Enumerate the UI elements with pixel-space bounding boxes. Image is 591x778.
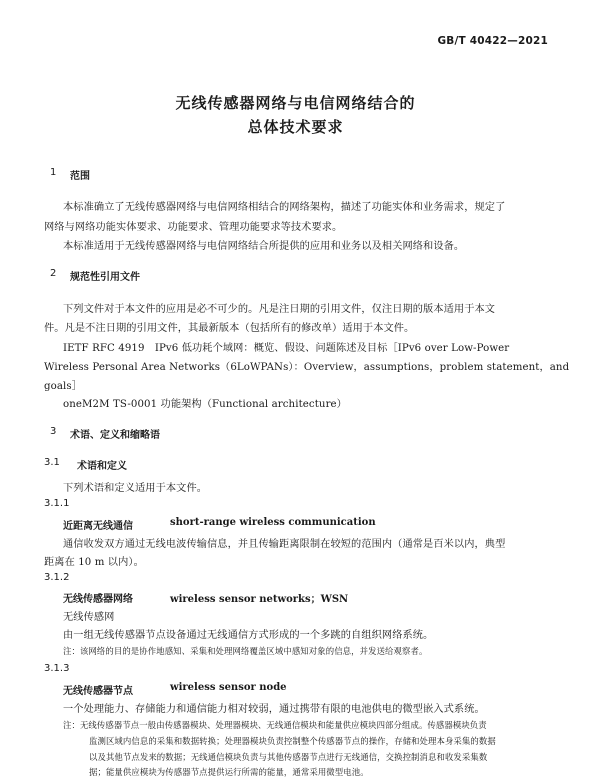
section-2-paragraph-line-2: 件。凡是不注日期的引用文件，其最新版本（包括所有的修改单）适用于本文件。 bbox=[44, 323, 415, 334]
term-3-1-2-chinese: 无线传感器网络 bbox=[63, 594, 133, 605]
reference-rfc4919-line-1: IETF RFC 4919 IPv6 低功耗个域网：概览、假设、问题陈述及目标［IPv6 over Low-Power bbox=[63, 343, 510, 354]
section-3-1-heading: 术语和定义 bbox=[77, 461, 127, 472]
term-3-1-2-number: 3.1.2 bbox=[44, 572, 70, 583]
term-3-1-3-note-line-3: 以及其他节点发来的数据；无线通信模块负责与其他传感器节点进行无线通信，交换控制消息和收发采集数 bbox=[89, 752, 488, 762]
term-3-1-2-alternative: 无线传感网 bbox=[63, 612, 115, 623]
section-1-paragraph-2: 本标准适用于无线传感器网络与电信网络结合所提供的应用和业务以及相关网络和设备。 bbox=[63, 241, 465, 252]
term-3-1-2-english: wireless sensor networks；WSN bbox=[170, 594, 349, 605]
term-3-1-3-number: 3.1.3 bbox=[44, 663, 70, 674]
term-3-1-1-definition-line-2: 距离在 10 m 以内）。 bbox=[44, 557, 144, 568]
term-3-1-3-note-line-2: 监测区域内信息的采集和数据转换；处理器模块负责控制整个传感器节点的操作，存储和处理本身采集的数据 bbox=[89, 736, 496, 746]
section-1-heading: 范围 bbox=[70, 171, 90, 182]
term-3-1-3-chinese: 无线传感器节点 bbox=[63, 686, 133, 697]
section-2-paragraph-line-1: 下列文件对于本文件的应用是必不可少的。凡是注日期的引用文件，仅注日期的版本适用于本文 bbox=[63, 304, 496, 315]
section-3-number: 3 bbox=[50, 426, 57, 437]
section-3-1-intro: 下列术语和定义适用于本文件。 bbox=[63, 483, 208, 494]
section-1-number: 1 bbox=[50, 167, 57, 178]
term-3-1-1-number: 3.1.1 bbox=[44, 498, 70, 509]
section-2-number: 2 bbox=[50, 268, 57, 279]
section-3-heading: 术语、定义和缩略语 bbox=[70, 430, 160, 441]
section-1-paragraph-1-line-2: 网络与网络功能实体要求、功能要求、管理功能要求等技术要求。 bbox=[44, 222, 343, 233]
term-3-1-1-chinese: 近距离无线通信 bbox=[63, 521, 133, 532]
term-3-1-3-definition: 一个处理能力、存储能力和通信能力相对较弱，通过携带有限的电池供电的微型嵌入式系统。 bbox=[63, 704, 485, 715]
document-title-line-2: 总体技术要求 bbox=[247, 118, 344, 136]
term-3-1-1-english: short-range wireless communication bbox=[170, 517, 376, 528]
section-1-paragraph-1-line-1: 本标准确立了无线传感器网络与电信网络相结合的网络架构，描述了功能实体和业务需求，规定了 bbox=[63, 202, 506, 213]
term-3-1-3-note-line-1: 注：无线传感器节点一般由传感器模块、处理器模块、无线通信模块和能量供应模块四部分组成。传感器模块负责 bbox=[63, 720, 487, 730]
section-2-heading: 规范性引用文件 bbox=[70, 272, 140, 283]
term-3-1-3-english: wireless sensor node bbox=[170, 682, 287, 693]
section-3-1-number: 3.1 bbox=[44, 457, 60, 468]
reference-rfc4919-line-2: Wireless Personal Area Networks（6LoWPANs）：Overview，assumptions，problem statement，and bbox=[44, 362, 570, 373]
document-title-line-1: 无线传感器网络与电信网络结合的 bbox=[175, 94, 416, 112]
term-3-1-2-definition: 由一组无线传感器节点设备通过无线通信方式形成的一个多跳的自组织网络系统。 bbox=[63, 630, 434, 641]
reference-onem2m: oneM2M TS-0001 功能架构（Functional architecture） bbox=[63, 399, 347, 410]
standard-code: GB/T 40422—2021 bbox=[437, 35, 548, 47]
term-3-1-2-note: 注：该网络的目的是协作地感知、采集和处理网络覆盖区域中感知对象的信息，并发送给观察者。 bbox=[63, 646, 428, 656]
term-3-1-3-note-line-4: 据；能量供应模块为传感器节点提供运行所需的能量，通常采用微型电池。 bbox=[89, 767, 369, 777]
term-3-1-1-definition-line-1: 通信收发双方通过无线电波传输信息，并且传输距离限制在较短的范围内（通常是百米以内，典型 bbox=[63, 539, 506, 550]
reference-rfc4919-line-3: goals］ bbox=[44, 381, 83, 392]
